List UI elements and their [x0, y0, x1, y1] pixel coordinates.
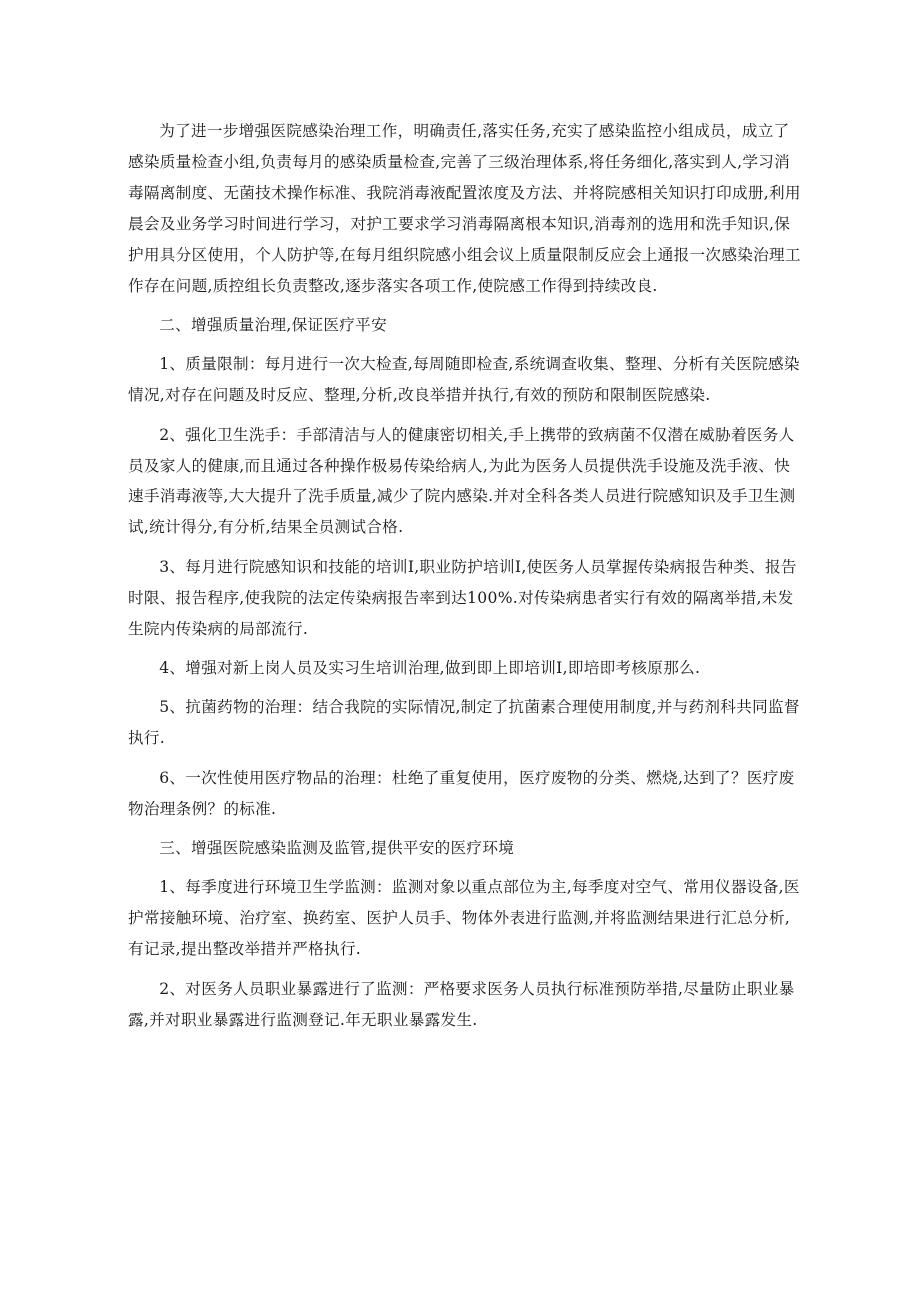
section-heading-3: 三、增强医院感染监测及监管,提供平安的医疗环境 — [159, 839, 515, 858]
item-training: 3、每月进行院感知识和技能的培训I,职业防护培训I,使医务人员掌握传染病报告种类、报告时限、报告程序,使我院的法定传染病报告率到达100%.对传染病患者实行有效的隔离举措,未发生院内传染病的局部流行. — [128, 557, 797, 638]
item-quality-control: 1、质量限制：每月进行一次大检查,每周随即检查,系统调查收集、整理、分析有关医院感染情况,对存在问题及时反应、整理,分析,改良举措并执行,有效的预防和限制医院感染. — [128, 355, 800, 405]
document-body — [128, 116, 802, 1035]
item-new-staff: 4、增强对新上岗人员及实习生培训治理,做到即上即培训I,即培即考核原那么. — [159, 659, 701, 677]
item-disposables: 6、一次性使用医疗物品的治理：杜绝了重复使用，医疗废物的分类、燃烧,达到了？医疗废物治理条例？的标准. — [128, 768, 795, 818]
intro-paragraph: 为了进一步增强医院感染治理工作，明确责任,落实任务,充实了感染监控小组成员，成立了感染质量检查小组,负责每月的感染质量检查,完善了三级治理体系,将任务细化,落实到人,学习消毒隔离制度、无菌技术操作标准、我院消毒液配置浓度及方法、并将院感相关知识打印成册,利用晨会及业务学习时间进行学习，对护工要求学习消毒隔离根本知识,消毒剂的选用和洗手知识,保护用具分区使用，个人防护等,在每月组织院感小组会议上质量限制反应会上通报一次感染治理工作存在问题,质控组长负责整改,逐步落实各项工作,使院感工作得到持续改良. — [128, 122, 801, 295]
item-antibiotics: 5、抗菌药物的治理：结合我院的实际情况,制定了抗菌素合理使用制度,并与药剂科共同监督执行. — [128, 698, 800, 748]
item-occupational-exposure: 2、对医务人员职业暴露进行了监测：严格要求医务人员执行标准预防举措,尽量防止职业暴露,并对职业暴露进行监测登记.年无职业暴露发生. — [128, 979, 795, 1029]
section-heading-2: 二、增强质量治理,保证医疗平安 — [159, 315, 387, 334]
item-environment-monitoring: 1、每季度进行环境卫生学监测：监测对象以重点部位为主,每季度对空气、常用仪器设备,医护常接触环境、治疗室、换药室、医护人员手、物体外表进行监测,并将监测结果进行汇总分析,有记录,提出整改举措并严格执行. — [128, 878, 800, 959]
item-hand-hygiene: 2、强化卫生洗手：手部清洁与人的健康密切相关,手上携带的致病菌不仅潜在威胁着医务人员及家人的健康,而且通过各种操作极易传染给病人,为此为医务人员提供洗手设施及洗手液、快速手消毒液等,大大提升了洗手质量,减少了院内感染.并对全科各类人员进行院感知识及手卫生测试,统计得分,有分析,结果全员测试合格. — [128, 425, 796, 537]
